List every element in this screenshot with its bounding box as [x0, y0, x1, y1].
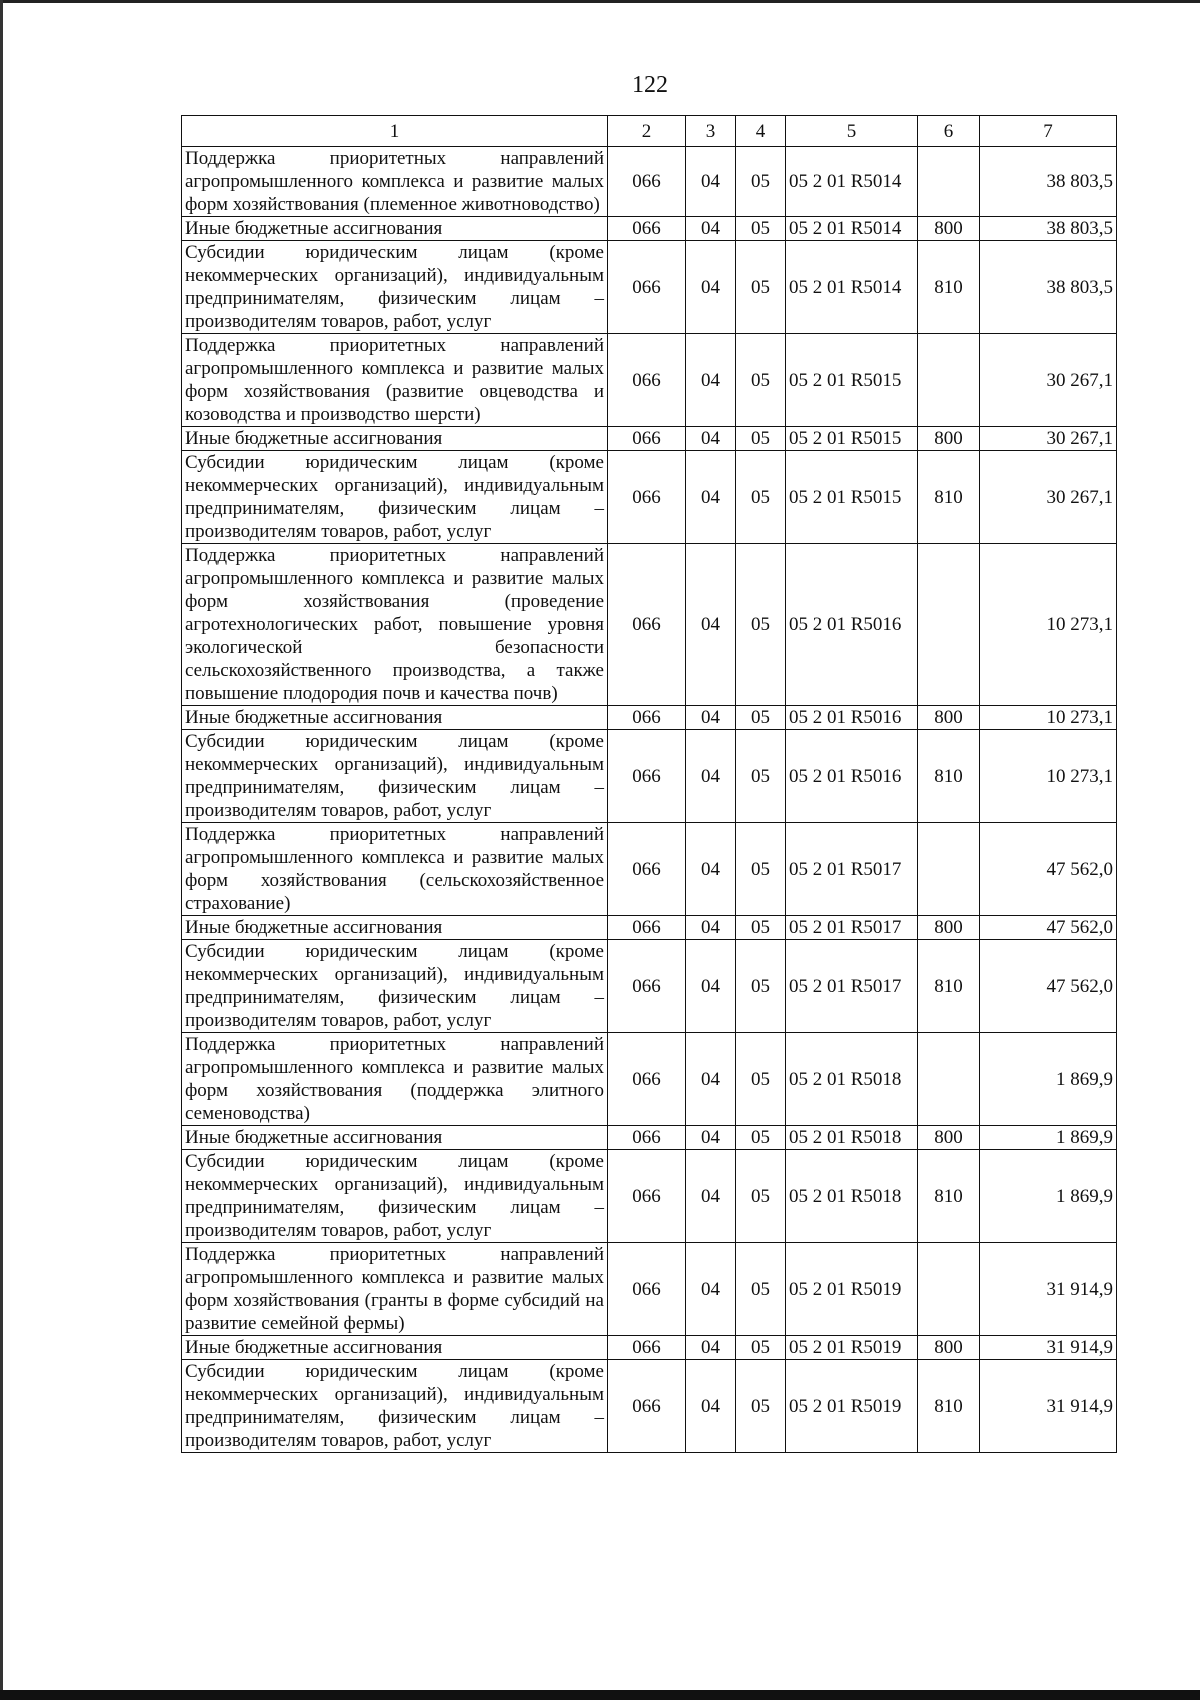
row-code-subsection: 05: [736, 730, 786, 823]
row-code-section: 04: [686, 241, 736, 334]
row-description: Иные бюджетные ассигнования: [182, 427, 608, 451]
row-code-ministry: 066: [608, 706, 686, 730]
row-target-article: 05 2 01 R5015: [786, 427, 918, 451]
row-description: Субсидии юридическим лицам (кроме некоммерческих организаций), индивидуальным предпринимателям, физическим лицам – производителям товаров, работ, услуг: [182, 730, 608, 823]
row-code-subsection: 05: [736, 544, 786, 706]
row-description: Иные бюджетные ассигнования: [182, 706, 608, 730]
row-code-ministry: 066: [608, 916, 686, 940]
row-amount: 47 562,0: [980, 940, 1117, 1033]
row-code-section: 04: [686, 730, 736, 823]
row-code-ministry: 066: [608, 1126, 686, 1150]
scan-edge-left: [0, 0, 3, 1700]
row-code-ministry: 066: [608, 1033, 686, 1126]
row-description: Поддержка приоритетных направлений агропромышленного комплекса и развитие малых форм хозяйствования (проведение агротехнологических работ, повышение уровня экологической безопасности сельскохозяйственного производства, а также повышение плодородия почв и качества почв): [182, 544, 608, 706]
row-expense-type: [918, 1243, 980, 1336]
row-code-section: 04: [686, 334, 736, 427]
table-row: [182, 1336, 1117, 1360]
row-expense-type: [918, 823, 980, 916]
row-amount: 47 562,0: [980, 823, 1117, 916]
table-body: [182, 116, 1117, 1453]
table-row: [182, 1150, 1117, 1243]
page-number: 122: [632, 72, 668, 98]
row-expense-type: 800: [918, 916, 980, 940]
row-expense-type: 810: [918, 451, 980, 544]
row-amount: 1 869,9: [980, 1126, 1117, 1150]
row-amount: 31 914,9: [980, 1336, 1117, 1360]
row-expense-type: [918, 1033, 980, 1126]
row-code-subsection: 05: [736, 916, 786, 940]
row-description: Поддержка приоритетных направлений агропромышленного комплекса и развитие малых форм хозяйствования (племенное животноводство): [182, 147, 608, 217]
row-target-article: 05 2 01 R5014: [786, 217, 918, 241]
row-expense-type: 800: [918, 217, 980, 241]
row-expense-type: 800: [918, 1126, 980, 1150]
header-cell-1: 1: [182, 116, 608, 147]
row-amount: 10 273,1: [980, 706, 1117, 730]
row-code-subsection: 05: [736, 217, 786, 241]
table-row: [182, 916, 1117, 940]
row-code-ministry: 066: [608, 823, 686, 916]
row-code-ministry: 066: [608, 1336, 686, 1360]
row-expense-type: 810: [918, 1150, 980, 1243]
table-row: [182, 706, 1117, 730]
row-amount: 31 914,9: [980, 1360, 1117, 1453]
row-code-ministry: 066: [608, 217, 686, 241]
row-amount: 10 273,1: [980, 730, 1117, 823]
row-code-section: 04: [686, 544, 736, 706]
row-code-subsection: 05: [736, 1336, 786, 1360]
row-code-subsection: 05: [736, 451, 786, 544]
row-expense-type: 810: [918, 1360, 980, 1453]
row-code-section: 04: [686, 706, 736, 730]
row-code-section: 04: [686, 823, 736, 916]
row-code-section: 04: [686, 916, 736, 940]
row-amount: 47 562,0: [980, 916, 1117, 940]
row-amount: 1 869,9: [980, 1033, 1117, 1126]
row-target-article: 05 2 01 R5014: [786, 241, 918, 334]
row-code-ministry: 066: [608, 427, 686, 451]
budget-table: [181, 115, 1117, 1453]
row-description: Иные бюджетные ассигнования: [182, 1126, 608, 1150]
table-row: [182, 1033, 1117, 1126]
row-code-subsection: 05: [736, 241, 786, 334]
row-code-section: 04: [686, 1336, 736, 1360]
row-expense-type: [918, 334, 980, 427]
row-expense-type: [918, 544, 980, 706]
row-code-ministry: 066: [608, 940, 686, 1033]
row-code-section: 04: [686, 1126, 736, 1150]
header-cell-5: 5: [786, 116, 918, 147]
row-code-subsection: 05: [736, 706, 786, 730]
row-amount: 31 914,9: [980, 1243, 1117, 1336]
row-target-article: 05 2 01 R5015: [786, 451, 918, 544]
table-row: [182, 544, 1117, 706]
table-row: [182, 427, 1117, 451]
row-target-article: 05 2 01 R5019: [786, 1360, 918, 1453]
table-row: [182, 451, 1117, 544]
row-code-section: 04: [686, 940, 736, 1033]
row-description: Субсидии юридическим лицам (кроме некоммерческих организаций), индивидуальным предпринимателям, физическим лицам – производителям товаров, работ, услуг: [182, 940, 608, 1033]
row-code-section: 04: [686, 1243, 736, 1336]
table-row: [182, 730, 1117, 823]
row-description: Поддержка приоритетных направлений агропромышленного комплекса и развитие малых форм хозяйствования (развитие овцеводства и козоводства и производство шерсти): [182, 334, 608, 427]
row-description: Иные бюджетные ассигнования: [182, 1336, 608, 1360]
row-code-ministry: 066: [608, 544, 686, 706]
row-description: Иные бюджетные ассигнования: [182, 217, 608, 241]
row-code-section: 04: [686, 451, 736, 544]
row-expense-type: 810: [918, 730, 980, 823]
row-code-ministry: 066: [608, 1150, 686, 1243]
row-amount: 10 273,1: [980, 544, 1117, 706]
row-description: Поддержка приоритетных направлений агропромышленного комплекса и развитие малых форм хозяйствования (гранты в форме субсидий на развитие семейной фермы): [182, 1243, 608, 1336]
row-code-section: 04: [686, 1150, 736, 1243]
scan-edge-bottom: [0, 1690, 1200, 1700]
row-target-article: 05 2 01 R5014: [786, 147, 918, 217]
row-amount: 1 869,9: [980, 1150, 1117, 1243]
row-code-ministry: 066: [608, 1360, 686, 1453]
row-code-section: 04: [686, 147, 736, 217]
row-description: Субсидии юридическим лицам (кроме некоммерческих организаций), индивидуальным предпринимателям, физическим лицам – производителям товаров, работ, услуг: [182, 451, 608, 544]
table-row: [182, 1360, 1117, 1453]
row-target-article: 05 2 01 R5019: [786, 1336, 918, 1360]
row-description: Субсидии юридическим лицам (кроме некоммерческих организаций), индивидуальным предпринимателям, физическим лицам – производителям товаров, работ, услуг: [182, 1150, 608, 1243]
row-amount: 38 803,5: [980, 147, 1117, 217]
row-code-ministry: 066: [608, 241, 686, 334]
row-code-subsection: 05: [736, 334, 786, 427]
row-expense-type: 810: [918, 241, 980, 334]
row-code-subsection: 05: [736, 1126, 786, 1150]
row-expense-type: 810: [918, 940, 980, 1033]
row-expense-type: 800: [918, 1336, 980, 1360]
table-row: [182, 940, 1117, 1033]
row-target-article: 05 2 01 R5017: [786, 940, 918, 1033]
row-target-article: 05 2 01 R5015: [786, 334, 918, 427]
row-code-subsection: 05: [736, 1150, 786, 1243]
row-code-ministry: 066: [608, 334, 686, 427]
row-description: Поддержка приоритетных направлений агропромышленного комплекса и развитие малых форм хозяйствования (поддержка элитного семеноводства): [182, 1033, 608, 1126]
row-target-article: 05 2 01 R5018: [786, 1033, 918, 1126]
row-target-article: 05 2 01 R5016: [786, 544, 918, 706]
row-code-ministry: 066: [608, 730, 686, 823]
table-row: [182, 1243, 1117, 1336]
table-row: [182, 217, 1117, 241]
row-expense-type: [918, 147, 980, 217]
header-cell-3: 3: [686, 116, 736, 147]
row-target-article: 05 2 01 R5017: [786, 823, 918, 916]
row-code-ministry: 066: [608, 451, 686, 544]
header-cell-2: 2: [608, 116, 686, 147]
header-cell-7: 7: [980, 116, 1117, 147]
row-code-ministry: 066: [608, 147, 686, 217]
row-code-subsection: 05: [736, 427, 786, 451]
row-target-article: 05 2 01 R5019: [786, 1243, 918, 1336]
header-row: [182, 116, 1117, 147]
row-code-subsection: 05: [736, 1360, 786, 1453]
row-description: Субсидии юридическим лицам (кроме некоммерческих организаций), индивидуальным предпринимателям, физическим лицам – производителям товаров, работ, услуг: [182, 1360, 608, 1453]
row-code-ministry: 066: [608, 1243, 686, 1336]
row-amount: 30 267,1: [980, 427, 1117, 451]
row-description: Поддержка приоритетных направлений агропромышленного комплекса и развитие малых форм хозяйствования (сельскохозяйственное страхование): [182, 823, 608, 916]
row-target-article: 05 2 01 R5017: [786, 916, 918, 940]
row-code-section: 04: [686, 217, 736, 241]
scan-edge-top: [0, 0, 1200, 3]
row-target-article: 05 2 01 R5016: [786, 706, 918, 730]
row-amount: 30 267,1: [980, 451, 1117, 544]
row-expense-type: 800: [918, 427, 980, 451]
row-code-subsection: 05: [736, 1033, 786, 1126]
table-row: [182, 147, 1117, 217]
row-expense-type: 800: [918, 706, 980, 730]
row-code-section: 04: [686, 427, 736, 451]
row-code-subsection: 05: [736, 1243, 786, 1336]
row-code-subsection: 05: [736, 940, 786, 1033]
table-row: [182, 334, 1117, 427]
row-code-subsection: 05: [736, 823, 786, 916]
row-target-article: 05 2 01 R5018: [786, 1126, 918, 1150]
row-code-section: 04: [686, 1360, 736, 1453]
header-cell-6: 6: [918, 116, 980, 147]
table-row: [182, 823, 1117, 916]
row-code-subsection: 05: [736, 147, 786, 217]
row-amount: 38 803,5: [980, 217, 1117, 241]
table-row: [182, 241, 1117, 334]
row-target-article: 05 2 01 R5018: [786, 1150, 918, 1243]
table-row: [182, 1126, 1117, 1150]
row-amount: 30 267,1: [980, 334, 1117, 427]
row-description: Иные бюджетные ассигнования: [182, 916, 608, 940]
row-target-article: 05 2 01 R5016: [786, 730, 918, 823]
row-amount: 38 803,5: [980, 241, 1117, 334]
row-code-section: 04: [686, 1033, 736, 1126]
header-cell-4: 4: [736, 116, 786, 147]
row-description: Субсидии юридическим лицам (кроме некоммерческих организаций), индивидуальным предпринимателям, физическим лицам – производителям товаров, работ, услуг: [182, 241, 608, 334]
